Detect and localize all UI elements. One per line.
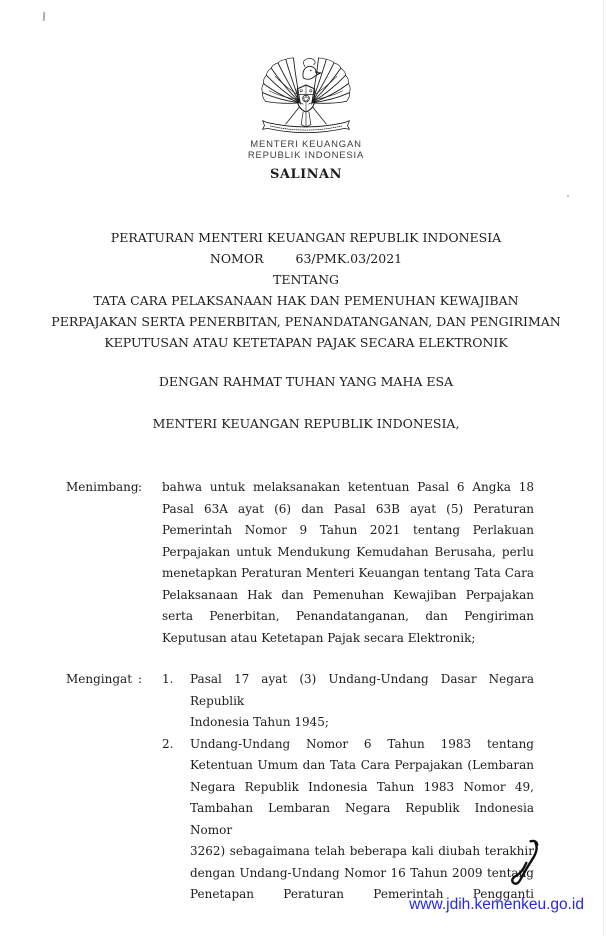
- item-number: 1.: [162, 672, 174, 686]
- handwritten-paraph-mark: [509, 837, 545, 895]
- regulation-title-line: PERATURAN MENTERI KEUANGAN REPUBLIK INDONESIA: [110, 230, 502, 245]
- item-text: [190, 734, 534, 906]
- garuda-pancasila-emblem-icon: [257, 57, 355, 139]
- menimbang-text: [162, 477, 534, 649]
- mengingat-items: [162, 669, 534, 906]
- mengingat-label: Mengingat: [66, 672, 133, 686]
- subject-lines: [0, 290, 612, 353]
- mengingat-line: Penetapan Peraturan Pemerintah Pengganti: [190, 887, 534, 901]
- mengingat-line: Negara Republik Indonesia Tahun 1983 Nomor 49,: [190, 779, 534, 794]
- mengingat-item: [162, 669, 534, 734]
- letterhead-ministry: MENTERI KEUANGAN: [250, 139, 362, 150]
- regulation-title-block: [0, 227, 612, 353]
- nomor-label: NOMOR: [209, 251, 264, 266]
- mengingat-line: Indonesia Tahun 1945;: [190, 715, 329, 729]
- mengingat-line: Undang-Undang Nomor 6 Tahun 1983 tentang: [190, 736, 534, 751]
- copy-stamp-label: SALINAN: [269, 167, 343, 182]
- menimbang-line: Perpajakan untuk Mendukung Kemudahan Berusaha, perlu: [162, 544, 534, 559]
- letterhead: [0, 139, 612, 161]
- menimbang-colon: :: [138, 480, 143, 494]
- item-text: [190, 669, 534, 734]
- menimbang-line: Keputusan atau Ketetapan Pajak secara Elektronik;: [162, 630, 476, 645]
- mengingat-colon: :: [138, 672, 143, 686]
- nomor-value: 63/PMK.03/2021: [295, 251, 403, 266]
- menimbang-line: serta Penerbitan, Penandatanganan, dan Pengiriman: [162, 609, 534, 623]
- scan-speck-artifact: [567, 195, 569, 197]
- mengingat-line: Tambahan Lembaran Negara Republik Indonesia Nomor: [190, 801, 534, 837]
- regulation-subject-line: TATA CARA PELAKSANAAN HAK DAN PEMENUHAN KEWAJIBAN: [93, 293, 519, 308]
- regulation-subject-line: KEPUTUSAN ATAU KETETAPAN PAJAK SECARA ELEKTRONIK: [104, 335, 508, 350]
- menimbang-line: Pelaksanaan Hak dan Pemenuhan Kewajiban Perpajakan: [162, 587, 534, 602]
- menimbang-line: bahwa untuk melaksanakan ketentuan Pasal 6 Angka 18: [162, 480, 534, 494]
- authority-line: MENTERI KEUANGAN REPUBLIK INDONESIA,: [152, 416, 460, 431]
- mengingat-line: dengan Undang-Undang Nomor 16 Tahun 2009 tentang: [190, 865, 534, 880]
- mengingat-line: Pasal 17 ayat (3) Undang-Undang Dasar Negara Republik: [190, 672, 534, 708]
- menimbang-line: menetapkan Peraturan Menteri Keuangan tentang Tata Cara: [162, 566, 534, 580]
- mengingat-line: 3262) sebagaimana telah beberapa kali diubah terakhir: [190, 844, 534, 858]
- menimbang-label: Menimbang: [66, 480, 139, 494]
- scan-speck-artifact: [43, 12, 46, 21]
- menimbang-line: Pemerintah Nomor 9 Tahun 2021 tentang Perlakuan: [162, 523, 534, 537]
- letterhead-country: REPUBLIK INDONESIA: [247, 150, 365, 161]
- jdih-watermark-link: www.jdih.kemenkeu.go.id: [409, 896, 584, 913]
- menimbang-section: [66, 477, 534, 649]
- regulation-number-line: [0, 248, 612, 269]
- mengingat-item: [162, 734, 534, 906]
- mengingat-section: [66, 669, 534, 906]
- invocation-line: DENGAN RAHMAT TUHAN YANG MAHA ESA: [158, 374, 454, 389]
- item-number: 2.: [162, 736, 174, 751]
- regulation-subject-line: PERPAJAKAN SERTA PENERBITAN, PENANDATANGANAN, DAN PENGIRIMAN: [51, 314, 561, 329]
- mengingat-line: Ketentuan Umum dan Tata Cara Perpajakan (Lembaran: [190, 758, 534, 772]
- menimbang-line: Pasal 63A ayat (6) dan Pasal 63B ayat (5) Peraturan: [162, 501, 534, 516]
- tentang-label: TENTANG: [272, 272, 339, 287]
